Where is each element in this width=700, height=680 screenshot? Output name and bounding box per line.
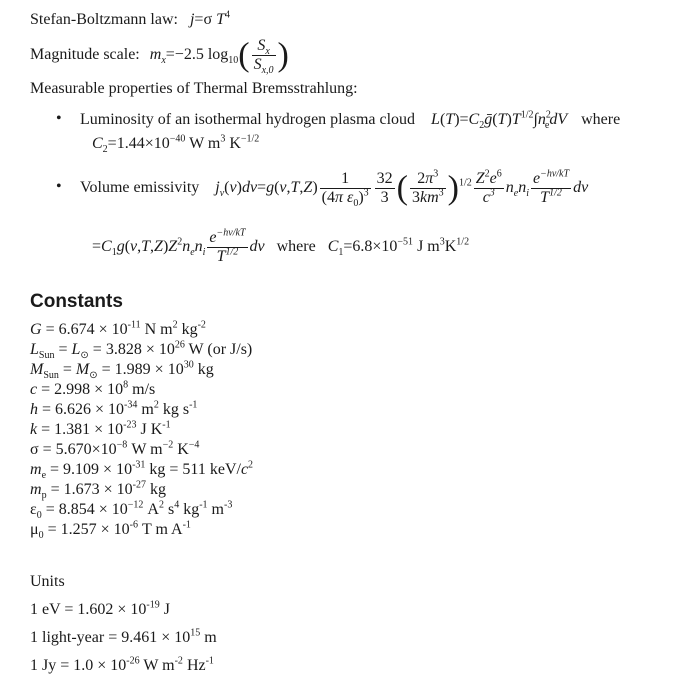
unit-ev: 1 eV = $1.602 \times 10^{-19}$ J <box>30 599 170 618</box>
emissivity-line <box>80 163 588 213</box>
emissivity-line-2 <box>92 222 469 272</box>
constant-lsun: $L_{Sun} = L_⊙ = 3.828 \times 10^{26}$ W (or J/s) <box>30 339 253 362</box>
emissivity-formula: $j_\nu(\nu)d\nu=g(\nu,T,Z)$ $\frac{1}{(4\pi \varepsilon_0)^3}$ $\frac{32}{3}$ ( $\frac{2\pi^3}{3km^3}$ )$^{1/2}$ $\frac{Z^2e^6}{c^3}$ $n_en_i$ $\frac{e^{-h\nu/kT}}{T^{1/2}}$ dν <box>215 168 589 210</box>
emissivity-line2-formula: $=C_1g(\nu,T,Z)Z^2n_en_i$ $\frac{e^{-h\nu/kT}}{T^{1/2}}$ dν <box>92 227 265 265</box>
stefan-label: Stefan-Boltzmann law: <box>30 11 178 28</box>
magnitude-formula: $m_x=-2.5$ $\log_{10}$( $\frac{S_x}{S_{x,0}}$ ) <box>149 36 289 77</box>
luminosity-constant: $C_2=1.44\times 10^{-40}$ W $m^3$ $K^{-1/2}$ <box>92 133 260 156</box>
magnitude-line <box>30 30 289 80</box>
emissivity-where: where <box>276 238 316 255</box>
constant-g: $G = 6.674 \times 10^{-11}$ N $m^2$ $kg^{-2}$ <box>30 319 206 338</box>
constant-me: $m_e = 9.109 \times 10^{-31}$ kg = 511 keV/$c^2$ <box>30 459 254 482</box>
constant-h: $h = 6.626 \times 10^{-34}$ $m^2$ kg $s^{-1}$ <box>30 399 198 418</box>
constant-c: $c = 2.998 \times 10^8$ m/s <box>30 379 156 398</box>
stefan-boltzmann-line <box>30 10 230 30</box>
luminosity-line <box>80 110 620 130</box>
constant-epsilon0: $\varepsilon_0 = 8.854 \times 10^{-12}$ $A^2$ $s^4$ $kg^{-1}$ $m^{-3}$ <box>30 499 233 522</box>
luminosity-text: Luminosity of an isothermal hydrogen plasma cloud <box>80 111 416 128</box>
luminosity-formula: $L(T)=C_2ḡ(T)T^{1/2}\int n^2_edV$ <box>431 109 568 132</box>
unit-light-year: 1 light-year = $9.461 \times 10^{15}$ m <box>30 627 217 646</box>
stefan-formula: j=σ $T^4$ <box>189 9 230 28</box>
emissivity-text: Volume emissivity <box>80 179 200 196</box>
constant-mp: $m_p = 1.673 \times 10^{-27}$ kg <box>30 479 166 502</box>
unit-jansky: 1 $Jy = 1.0 \times 10^{-26}$ W $m^{-2}$ $Hz^{-1}$ <box>30 655 214 674</box>
emissivity-constant: $C_1=6.8\times 10^{-51}$ J $m^3K^{1/2}$ <box>327 236 470 259</box>
constant-sigma: $\sigma = 5.670\times 10^{-8}$ W $m^{-2}$ $K^{-4}$ <box>30 439 200 458</box>
bullet-dot: • <box>56 178 62 195</box>
luminosity-where: where <box>581 111 621 128</box>
bremsstrahlung-heading: Measurable properties of Thermal Bremsstrahlung: <box>30 80 358 97</box>
constants-heading: Constants <box>30 291 123 312</box>
constant-mu0: $\mu_0 = 1.257 \times 10^{-6}$ T m $A^{-1}$ <box>30 519 191 542</box>
constant-msun: $M_{Sun} = M_⊙ = 1.989 \times 10^{30}$ kg <box>30 359 214 382</box>
units-heading: Units <box>30 573 65 590</box>
magnitude-label: Magnitude scale: <box>30 46 140 63</box>
bullet-dot: • <box>56 110 62 127</box>
constant-k: $k = 1.381 \times 10^{-23}$ J $K^{-1}$ <box>30 419 171 438</box>
